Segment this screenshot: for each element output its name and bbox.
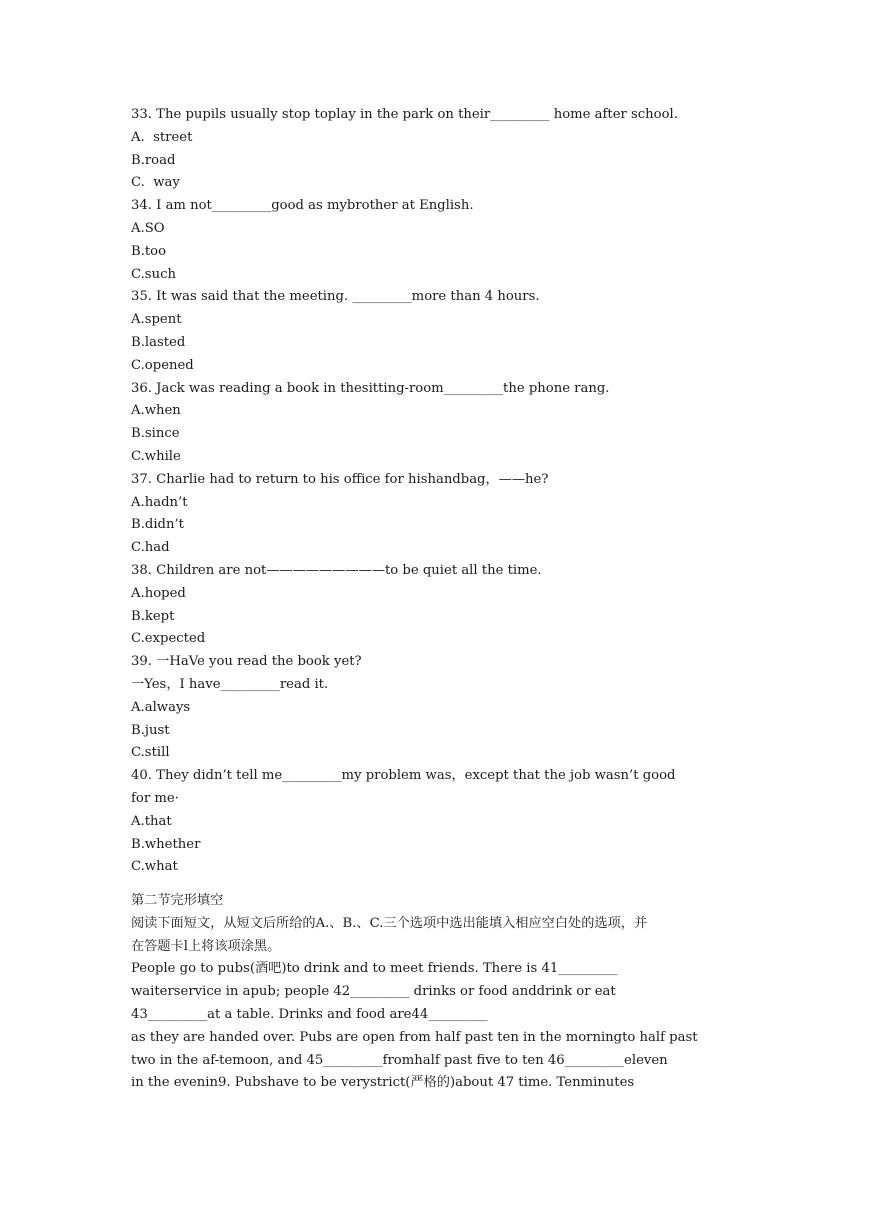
option-c: C.while [131, 448, 181, 464]
question-stem: 36. Jack was reading a book in thesitting-room_________the phone rang. [131, 380, 610, 396]
option-a: A.when [131, 403, 181, 419]
question-33 [131, 104, 741, 195]
section-instruction: 阅读下面短文，从短文后所给的A.、B.、C.三个选项中选出能填入相应空白处的选项，并 [131, 915, 648, 931]
option-c: C. way [131, 175, 180, 191]
question-stem: 39. 一HaVe you read the book yet? [131, 654, 362, 670]
option-b: B.just [131, 722, 170, 738]
passage-line: in the evenin9. Pubshave to be verystrict(严格的)about 47 time. Tenminutes [131, 1075, 635, 1091]
option-c: C.had [131, 540, 170, 556]
question-34 [131, 195, 741, 286]
option-c: C.still [131, 745, 170, 761]
section-instruction-continued: 在答题卡l上将该项涂黑。 [131, 938, 281, 954]
passage-line: two in the af-temoon, and 45_________fromhalf past five to ten 46_________eleven [131, 1052, 668, 1068]
cloze-passage [131, 958, 741, 1095]
section-title: 第二节完形填空 [131, 893, 224, 909]
option-b: B.road [131, 152, 176, 168]
question-stem: 33. The pupils usually stop toplay in the park on their_________ home after school. [131, 107, 678, 122]
question-stem: 38. Children are not—————————to be quiet all the time. [131, 562, 542, 578]
passage-line: 43_________at a table. Drinks and food are44_________ [131, 1007, 488, 1023]
document-page [131, 104, 741, 1095]
question-40 [131, 765, 741, 879]
option-a: A.SO [131, 220, 165, 236]
passage-line: as they are handed over. Pubs are open from half past ten in the morningto half past [131, 1029, 698, 1045]
question-stem-continued: 一Yes，I have_________read it. [131, 676, 329, 692]
question-35 [131, 286, 741, 377]
passage-line: waiterservice in apub; people 42_________ drinks or food anddrink or eat [131, 984, 616, 1000]
option-a: A.always [131, 699, 191, 715]
option-b: B.too [131, 243, 167, 259]
question-37 [131, 469, 741, 560]
option-b: B.lasted [131, 334, 186, 350]
option-a: A.spent [131, 312, 182, 328]
option-b: B.whether [131, 836, 201, 852]
cloze-section [131, 890, 741, 1095]
question-38 [131, 560, 741, 651]
option-b: B.kept [131, 608, 175, 624]
option-b: B.didn’t [131, 517, 184, 533]
question-stem: 35. It was said that the meeting. _________more than 4 hours. [131, 289, 540, 305]
option-b: B.since [131, 426, 180, 442]
question-stem: 40. They didn’t tell me_________my problem was，except that the job wasn’t good [131, 768, 676, 784]
option-c: C.what [131, 859, 178, 875]
passage-line: People go to pubs(酒吧)to drink and to meet friends. There is 41_________ [131, 961, 618, 977]
question-36 [131, 378, 741, 469]
section-spacer [131, 879, 741, 890]
question-stem: 37. Charlie had to return to his office for hishandbag，——he? [131, 471, 549, 487]
option-c: C.such [131, 266, 176, 282]
option-a: A.hadn’t [131, 494, 188, 510]
question-stem: 34. I am not_________good as mybrother at English. [131, 198, 474, 214]
option-c: C.opened [131, 357, 194, 373]
option-c: C.expected [131, 631, 206, 647]
option-a: A.hoped [131, 585, 186, 601]
question-stem-continued: for me· [131, 790, 179, 806]
option-a: A. street [131, 129, 193, 145]
question-39 [131, 651, 741, 765]
option-a: A.that [131, 813, 172, 829]
